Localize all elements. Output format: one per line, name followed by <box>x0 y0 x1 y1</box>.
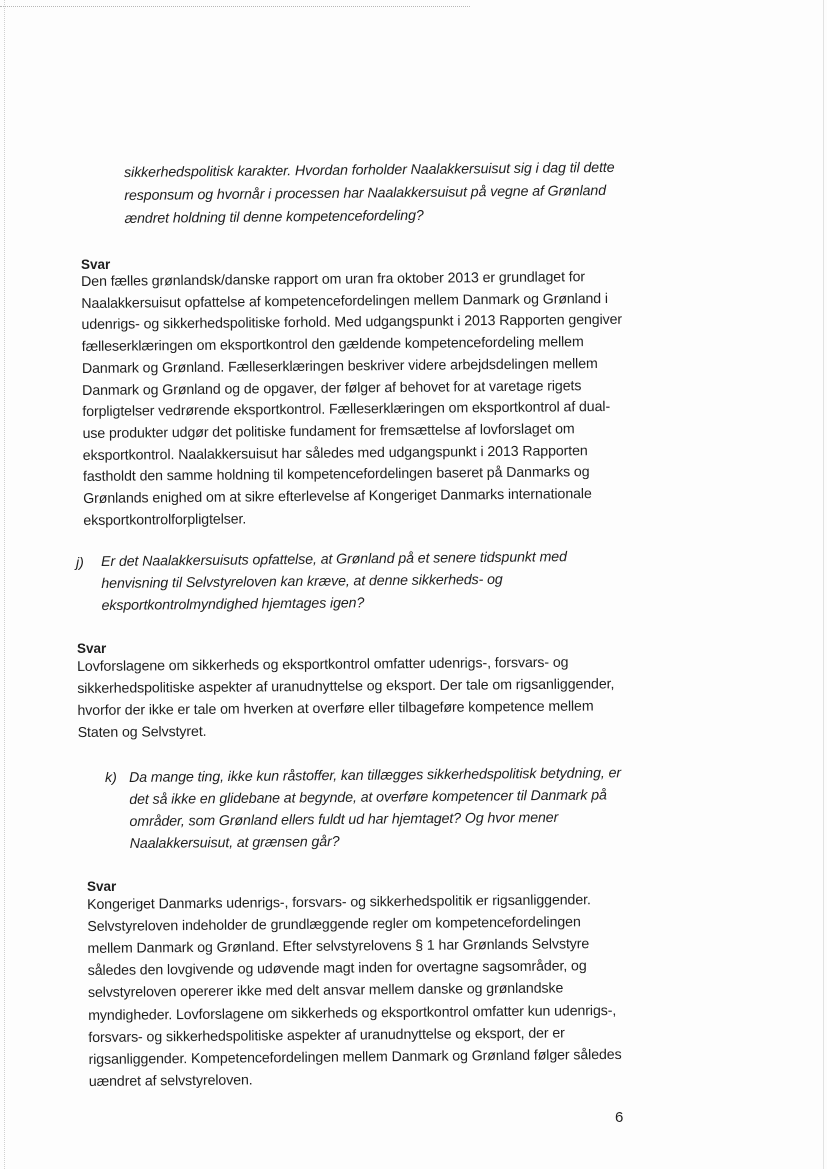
answer-heading: Svar <box>77 641 107 656</box>
answer-line: hvorfor der ikke er tale om hverken at overføre eller tilbageføre kompetence mellem <box>77 698 594 719</box>
answer-line: rigsanliggender. Kompetencefordelingen mellem Danmark og Grønland følger således <box>88 1046 622 1068</box>
answer-line: sikkerhedspolitiske aspekter af uranudnyttelse og eksport. Der tale om rigsanliggender, <box>77 676 615 697</box>
answer-line: fastholdt den samme holdning til kompetencefordelingen baseret på Danmarks og <box>82 464 590 486</box>
answer-line: Danmark og Grønland og de opgaver, der følger af behovet for at varetage rigets <box>82 377 582 399</box>
answer-line: uændret af selvstyreloven. <box>88 1072 253 1090</box>
answer-line: Naalakkersuisut opfattelse af kompetencefordelingen mellem Danmark og Grønland i <box>81 290 609 312</box>
question-line: det så ikke en glidebane at begynde, at overføre kompetencer til Danmark på <box>129 787 607 808</box>
question-line: Naalakkersuisut, at grænsen går? <box>129 833 340 852</box>
answer-line: forsvars- og sikkerhedspolitiske aspekter af uranudnyttelse og eksport, der er <box>88 1025 565 1046</box>
answer-line: Kongeriget Danmarks udenrigs-, forsvars- og sikkerhedspolitik er rigsanliggender. <box>87 892 591 913</box>
question-line: ændret holdning til denne kompetencefordeling? <box>124 207 424 227</box>
answer-line: forpligtelser vedrørende eksportkontrol. Fælleserklæringen om eksportkontrol af dual- <box>82 399 611 421</box>
scan-edge-right <box>823 0 824 1169</box>
answer-line: myndigheder. Lovforslagene om sikkerheds og eksportkontrol omfatter kun udenrigs-, <box>88 1002 617 1024</box>
question-line: områder, som Grønland ellers fuldt ud har hjemtaget? Og hvor mener <box>129 809 559 830</box>
answer-line: mellem Danmark og Grønland. Efter selvstyrelovens § 1 har Grønlands Selvstyre <box>87 936 590 958</box>
answer-line: Grønlands enighed om at sikre efterlevelse af Kongeriget Danmarks internationale <box>83 486 592 507</box>
answer-line: Selvstyreloven indeholder de grundlæggende regler om kompetencefordelingen <box>87 914 581 936</box>
scan-edge-top <box>0 6 470 7</box>
answer-heading: Svar <box>87 879 117 894</box>
answer-line: Danmark og Grønland. Fælleserklæringen beskriver videre arbejdsdelingen mellem <box>81 355 598 377</box>
answer-line: udenrigs- og sikkerhedspolitiske forhold. Med udgangspunkt i 2013 Rapporten gengiver <box>81 312 623 334</box>
answer-heading: Svar <box>81 257 111 272</box>
answer-line: eksportkontrol. Naalakkersuisut har således med udgangspunkt i 2013 Rapporten <box>82 442 588 464</box>
answer-line: Lovforslagene om sikkerheds og eksportkontrol omfatter udenrigs-, forsvars- og <box>77 654 569 675</box>
question-line: Er det Naalakkersuisuts opfattelse, at Grønland på et senere tidspunkt med <box>101 549 567 570</box>
question-label: j) <box>76 555 84 571</box>
question-line: responsum og hvornår i processen har Naalakkersuisut på vegne af Grønland <box>124 182 607 204</box>
answer-line: Den fælles grønlandsk/danske rapport om uran fra oktober 2013 er grundlaget for <box>81 269 586 290</box>
question-line: Da mange ting, ikke kun råstoffer, kan tillægges sikkerhedspolitisk betydning, er <box>129 765 622 786</box>
answer-line: eksportkontrolforpligtelser. <box>83 511 247 529</box>
answer-line: Staten og Selvstyret. <box>77 723 207 741</box>
page-number: 6 <box>615 1109 624 1126</box>
answer-line: use produkter udgør det politiske fundament for fremsættelse af lovforslaget om <box>82 421 575 442</box>
scan-edge-left <box>4 0 5 1169</box>
answer-line: således den lovgivende og udøvende magt inden for overtagne sagsområder, og <box>87 958 587 980</box>
answer-line: fælleserklæringen om eksportkontrol den gældende kompetencefordeling mellem <box>81 334 584 356</box>
question-line: sikkerhedspolitisk karakter. Hvordan forholder Naalakkersuisut sig i dag til dette <box>124 159 615 181</box>
answer-line: selvstyreloven opererer ikke med delt ansvar mellem danske og grønlandske <box>87 980 564 1002</box>
question-line: eksportkontrolmyndighed hjemtages igen? <box>101 595 365 614</box>
question-line: henvisning til Selvstyreloven kan kræve, at denne sikkerheds- og <box>101 571 503 592</box>
question-label: k) <box>105 770 117 786</box>
